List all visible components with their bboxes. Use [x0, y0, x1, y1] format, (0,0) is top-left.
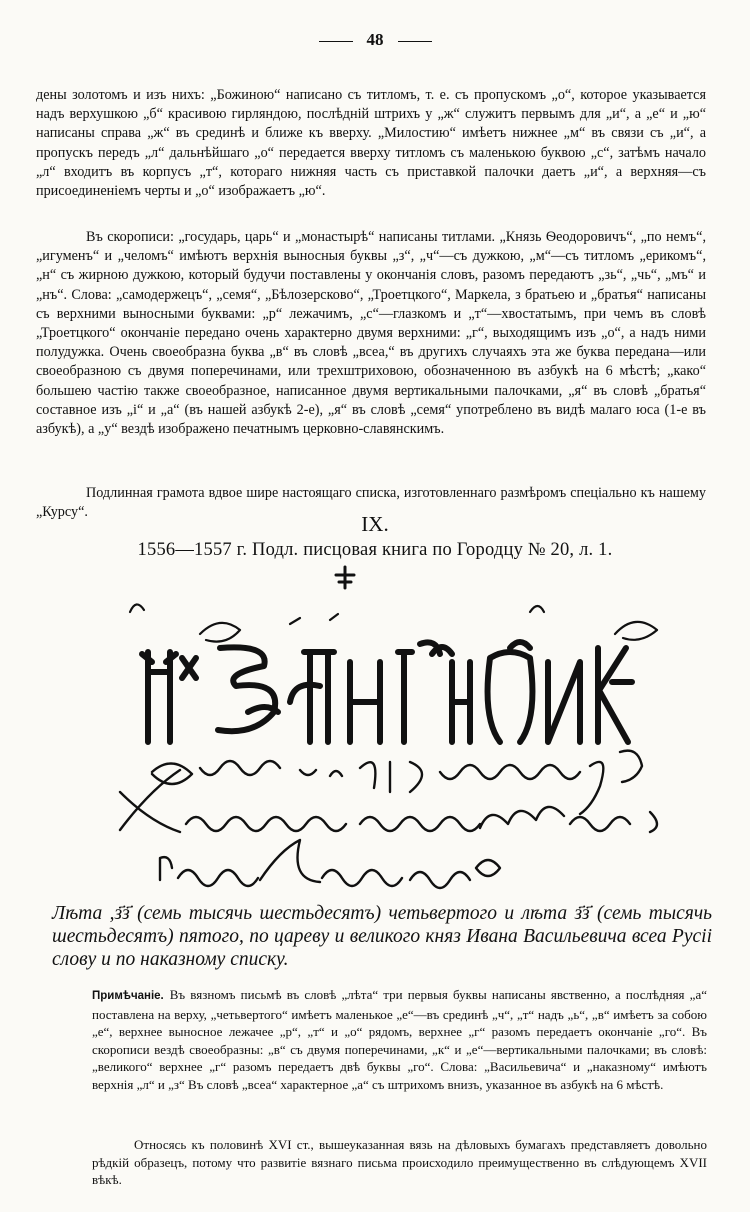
paragraph-text: дены золотомъ и изъ нихъ: „Божиною“ написано съ титломъ, т. е. съ пропускомъ „о“, которое указывается надъ верхушкою „б“ красивою гирляндою, послѣдній штрихъ у „ж“ служитъ первымъ для „и“, а „е“ и „ю“ написаны справа „ж“ въ срединѣ и ближе къ вверху. „Милостию“ имѣетъ нижнее „м“ въ связи съ „и“, а пропускъ передъ „л“ дальнѣйшаго „о“ передается вверху титломъ съ маленькою буквою „с“, затѣмъ начало „л“ входитъ въ корпусъ „т“, котораго нижняя часть съ приставкой палочки даетъ „и“, а верхняя—съ присоединенiемъ черты и „о“ изображаетъ „ю“.: [36, 87, 706, 200]
note-text: Въ вязномъ письмѣ въ словѣ „лѣта“ три первыя буквы написаны явственно, а послѣдняя „а“ поставлена на верху, „четьвертого“ имѣетъ маленькое „е“—въ срединѣ „ч“, „т“ надъ „ь“, „в“ имѣетъ за собою „е“, верхнее выносное лежачее „р“, „т“ и „о“ рядомъ, верхнее „г“ разомъ передаетъ окончаніе „го“. Въ скорописи вездѣ своеобразны: „в“ съ двумя поперечинами, „к“ и „е“—вертикальными палочками; въ словѣ: „великого“ верхнее „г“ разомъ передаетъ двѣ буквы „го“. Слова: „Васильевича“ и „наказному“ имѣютъ верхнія „л“ и „з“ Въ словѣ „всеа“ характерное „а“ съ штрихомъ внизъ, указанное въ азбукѣ на 6 мѣстѣ.: [92, 987, 707, 1092]
note-label: Примѣчаніе.: [92, 990, 164, 1002]
vyaz-ligature-line: [142, 642, 632, 742]
paragraph-text: Относясь къ половинѣ XVI ст., вышеуказанная вязь на дѣловыхъ бумагахъ представляетъ довольно рѣдкій образецъ, потому что развитіе вязнаго письма происходило преимущественно въ слѣдующемъ XVII вѣкѣ.: [92, 1137, 707, 1188]
translation-block: [52, 902, 712, 971]
note-block: [92, 986, 707, 1094]
document-title: 1556—1557 г. Подл. писцовая книга по Городцу № 20, л. 1.: [137, 540, 613, 560]
paragraph-text: Въ скорописи: „государь, царь“ и „монастырѣ“ написаны титлами. „Князь Ѳеодоровичъ“, „по немъ“, „игуменъ“ и „челомъ“ имѣютъ верхнія выносныя буквы „з“, „ч“—съ дужкою, „м“—съ титломъ „ерикомъ“, „н“ съ жирною дужкою, который будучи поставлены у окончанія словъ, разомъ передаютъ „зь“, „чь“, „мъ“ и „нъ“. Слова: „самодержецъ“, „семя“, „Бѣлозерсково“, „Троетцкого“, Маркела, з братьею и „братья“ написаны съ верхними выносными буквами: „р“ лежачимъ, „с“—глазкомъ и „т“—хвостатымъ, при чемъ въ словѣ „Троетцкого“ окончаніе передано очень характерно двумя верхними: „г“, выходящимъ изъ „о“, а надъ ними полудужка. Очень своеобразна буква „в“ въ словѣ „всеа,“ въ другихъ случаяхъ эта же буква передана—или своеобразною съ двумя поперечинами, или трехштриховою, обозначенною въ азбукѣ на 6 мѣстѣ; „како“ большею частію также своеобразное, написанное двумя вертикальными палочками, „я“ въ словѣ „братья“ составное изъ „і“ и „а“ (въ нашей азбукѣ 2-е), „я“ въ словѣ „семя“ употреблено въ видѣ малаго юса (1-е въ азбукѣ), а „у“ вездѣ изображено печатнымъ церковно-славянскимъ.: [36, 229, 706, 438]
cross-icon: [336, 567, 354, 588]
paragraph-continued: [36, 86, 706, 201]
page-number-text: 48: [366, 30, 384, 49]
cursive-line-3: [160, 840, 500, 888]
top-flourishes: [130, 604, 657, 641]
closing-paragraph: [92, 1136, 707, 1189]
cursive-line-2: [120, 770, 657, 832]
paragraph-cursive-description: [36, 228, 706, 439]
folio-rule-right: [398, 41, 432, 42]
paragraph-text: Подлинная грамота вдвое шире настоящаго списка, изготовленнаго размѣромъ спеціально къ нашему „Курсу“.: [36, 485, 706, 521]
page-number: [0, 30, 750, 50]
folio-rule-left: [319, 41, 353, 42]
manuscript-facsimile: [60, 562, 720, 902]
section-number: IX.: [361, 512, 389, 536]
translation-text: Лѣта ,з҃з҃ (семь тысячь шестьдесятъ) четьвертого и лѣта з҃з҃ (семь тысячь шестьдесятъ) пятого, по цареву и великого княз Ивана Васильевича всеа Русіі слову и по наказному списку.: [52, 903, 712, 970]
cursive-line-1: [152, 751, 642, 814]
